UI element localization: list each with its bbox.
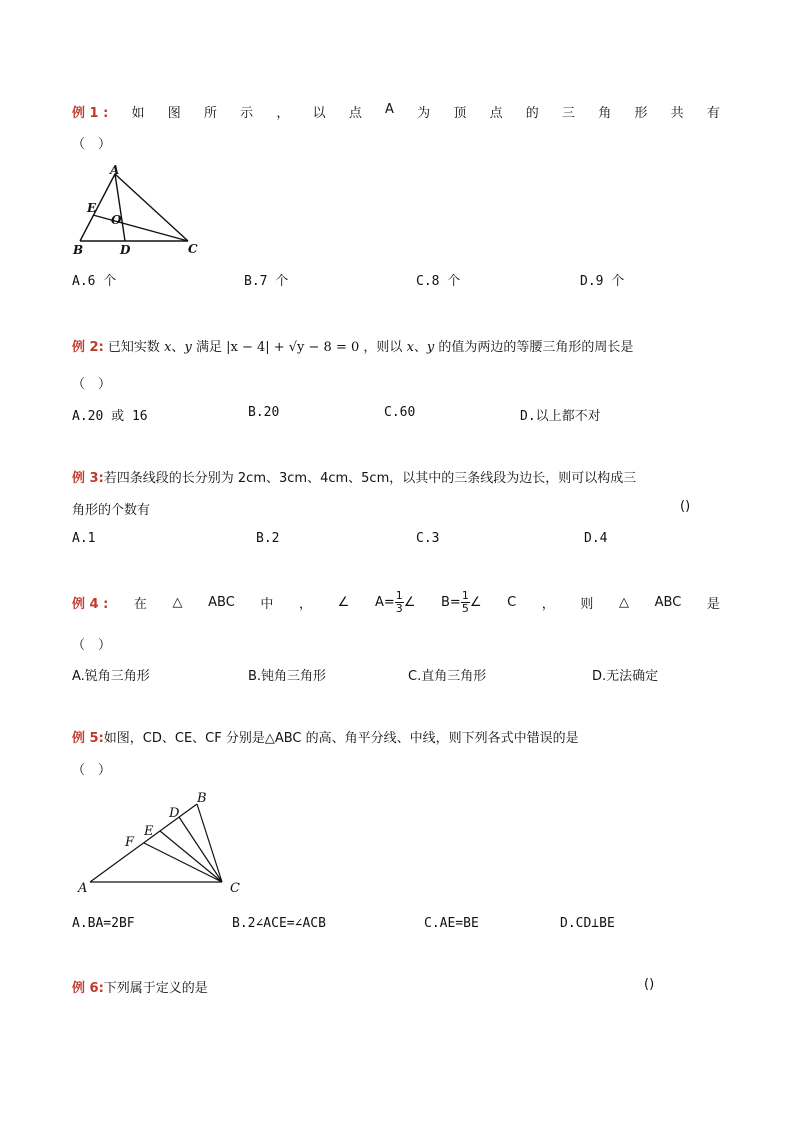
q1-stem-word: 图 bbox=[167, 106, 181, 121]
q1-stem-word: 所 bbox=[203, 106, 217, 121]
q1-label: 例 1 : bbox=[72, 106, 109, 121]
q1-label-e: E bbox=[87, 201, 97, 215]
q5-stem-text: 如图，CD、CE、CF 分别是△ABC 的高、角平分线、中线，则下列各式中错误的是 bbox=[103, 731, 579, 746]
q5-option-b[interactable]: B.2∠ACE=∠ACB bbox=[232, 916, 326, 931]
q2-label: 例 2: bbox=[72, 340, 104, 355]
q1-label-o: O bbox=[111, 213, 122, 227]
q6-stem-text: 下列属于定义的是 bbox=[103, 981, 208, 996]
q1-stem-word: 点 bbox=[489, 106, 503, 121]
q1-stem-word: 为 bbox=[417, 106, 431, 121]
q2-option-a[interactable]: A.20 或 16 bbox=[72, 409, 148, 424]
q4-angle-a: A= bbox=[374, 595, 395, 610]
q4-word: 是 bbox=[706, 597, 720, 612]
q5-segment-ce bbox=[160, 831, 222, 882]
q6-stem-line bbox=[72, 977, 208, 996]
q4-bracket: （ ） bbox=[72, 638, 112, 653]
q4-fraction-2 bbox=[461, 590, 470, 615]
q1-figure bbox=[70, 162, 210, 258]
q1-stem-word: 形 bbox=[634, 106, 648, 121]
q4-comma: ， bbox=[541, 597, 555, 612]
q1-stem-word: 示 bbox=[240, 106, 254, 121]
q3-option-c[interactable]: C.3 bbox=[416, 531, 440, 546]
q2-equation: |x − 4| + √y − 8 = 0 bbox=[226, 340, 360, 355]
q4-word: 则 bbox=[580, 597, 594, 612]
q3-option-a[interactable]: A.1 bbox=[72, 531, 96, 546]
q5-side-bc bbox=[197, 804, 222, 882]
q1-stem-word: A bbox=[385, 102, 394, 117]
q1-stem-word: 点 bbox=[348, 106, 362, 121]
q4-fraction-2-num: 1 bbox=[461, 589, 469, 602]
q1-bracket: （ ） bbox=[72, 137, 112, 152]
q3-stem-text1: 若四条线段的长分别为 2cm、3cm、4cm、5cm，以其中的三条线段为边长，则可以构成三 bbox=[103, 471, 637, 486]
q2-sep2: 、 bbox=[413, 340, 427, 355]
q4-word: 在 bbox=[133, 597, 147, 612]
q2-stem-c: ，则以 bbox=[363, 340, 403, 355]
q3-option-b[interactable]: B.2 bbox=[256, 531, 280, 546]
q1-option-c[interactable]: C.8 个 bbox=[416, 274, 461, 289]
q4-word: ABC bbox=[654, 595, 682, 610]
q4-comma: ， bbox=[299, 597, 313, 612]
q5-option-c[interactable]: C.AE=BE bbox=[424, 916, 479, 931]
q4-angle-b-expr bbox=[441, 590, 481, 615]
q2-stem-line bbox=[72, 336, 633, 355]
q3-label: 例 3: bbox=[72, 471, 104, 486]
q5-bracket: （ ） bbox=[72, 763, 112, 778]
q5-option-a[interactable]: A.BA=2BF bbox=[72, 916, 135, 931]
q5-segment-cf bbox=[144, 843, 222, 882]
q2-stem-b: 满足 bbox=[195, 340, 222, 355]
q2-var-x: x bbox=[164, 340, 172, 355]
q1-segment-ad bbox=[115, 174, 125, 241]
q2-option-c[interactable]: C.60 bbox=[384, 405, 416, 420]
q1-stem-word: ， bbox=[276, 106, 290, 121]
q4-angle-b: B= bbox=[441, 595, 461, 610]
q1-label-a: A bbox=[110, 163, 120, 177]
q1-stem-word: 三 bbox=[562, 106, 576, 121]
q1-stem-line bbox=[72, 102, 720, 121]
q2-var-x2: x bbox=[406, 340, 414, 355]
q4-triangle-symbol: △ bbox=[619, 595, 630, 610]
q5-segment-cd bbox=[179, 817, 222, 882]
q5-label: 例 5: bbox=[72, 731, 104, 746]
q1-label-b: B bbox=[73, 243, 84, 257]
q5-side-ab bbox=[90, 804, 197, 882]
q4-word: C bbox=[507, 595, 517, 610]
q6-bracket: () bbox=[644, 977, 655, 992]
q1-stem-word: 角 bbox=[598, 106, 612, 121]
q5-label-c: C bbox=[230, 881, 240, 896]
q1-stem-word: 以 bbox=[312, 106, 326, 121]
q4-angle-symbol: ∠ bbox=[337, 595, 350, 610]
q2-sep: 、 bbox=[171, 340, 185, 355]
q4-option-d[interactable]: D.无法确定 bbox=[592, 669, 659, 684]
q4-fraction-2-den: 5 bbox=[461, 602, 469, 615]
q4-fraction-1-den: 3 bbox=[395, 602, 403, 615]
q5-label-f: F bbox=[125, 835, 135, 850]
q4-angle-a-expr bbox=[375, 590, 415, 615]
q3-stem-line1 bbox=[72, 467, 636, 486]
q3-option-d[interactable]: D.4 bbox=[584, 531, 608, 546]
q5-figure bbox=[72, 786, 252, 898]
q4-option-b[interactable]: B.钝角三角形 bbox=[248, 669, 327, 684]
q2-stem-a: 已知实数 bbox=[107, 340, 160, 355]
q4-fraction-1-num: 1 bbox=[395, 589, 403, 602]
q4-label: 例 4 : bbox=[72, 597, 109, 612]
q5-label-a: A bbox=[78, 881, 88, 896]
q4-word: 中 bbox=[260, 597, 274, 612]
q4-stem-line bbox=[72, 590, 720, 615]
q1-stem-spread bbox=[72, 102, 720, 121]
q6-label: 例 6: bbox=[72, 981, 104, 996]
q1-stem-word: 顶 bbox=[453, 106, 467, 121]
q2-option-d[interactable]: D.以上都不对 bbox=[520, 409, 601, 424]
q5-label-d: D bbox=[169, 806, 180, 821]
q4-triangle-symbol: △ bbox=[172, 595, 183, 610]
q4-option-c[interactable]: C.直角三角形 bbox=[408, 669, 487, 684]
q1-option-d[interactable]: D.9 个 bbox=[580, 274, 625, 289]
q1-stem-word: 共 bbox=[670, 106, 684, 121]
q2-stem-d: 的值为两边的等腰三角形的周长是 bbox=[438, 340, 634, 355]
q2-var-y: y bbox=[184, 340, 192, 355]
q1-label-c: C bbox=[188, 242, 198, 256]
q5-option-d[interactable]: D.CD⊥BE bbox=[560, 916, 615, 931]
q1-label-d: D bbox=[120, 243, 131, 257]
q1-stem-word: 的 bbox=[525, 106, 539, 121]
q3-stem-line2: 角形的个数有 bbox=[72, 503, 151, 518]
q3-bracket: () bbox=[680, 499, 691, 514]
q1-option-b[interactable]: B.7 个 bbox=[244, 274, 289, 289]
q4-word: ABC bbox=[208, 595, 235, 610]
q4-angle-symbol: ∠ bbox=[403, 595, 416, 610]
q2-bracket: （ ） bbox=[72, 377, 112, 392]
q4-angle-symbol: ∠ bbox=[469, 595, 482, 610]
q5-stem-line bbox=[72, 727, 579, 746]
q1-side-ab bbox=[80, 174, 115, 241]
q1-stem-word: 如 bbox=[131, 106, 145, 121]
q5-label-b: B bbox=[197, 791, 207, 806]
q1-option-a[interactable]: A.6 个 bbox=[72, 274, 117, 289]
q1-stem-word: 有 bbox=[706, 106, 720, 121]
q4-option-a[interactable]: A.锐角三角形 bbox=[72, 669, 150, 684]
q2-option-b[interactable]: B.20 bbox=[248, 405, 280, 420]
q4-fraction-1 bbox=[395, 590, 404, 615]
q5-label-e: E bbox=[144, 824, 154, 839]
q2-var-y2: y bbox=[426, 340, 435, 355]
